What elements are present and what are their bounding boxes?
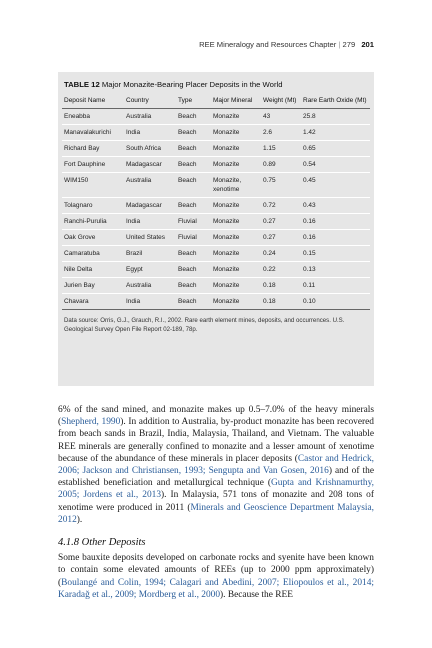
table-cell: Beach — [176, 173, 211, 198]
column-header: Weight (Mt) — [261, 96, 301, 109]
table-cell: Monazite — [211, 125, 261, 141]
table-cell: Egypt — [124, 262, 176, 278]
citation-link[interactable]: Castor and Hedrick, 2006; Jackson and Christiansen, 1993; Sengupta and Van Gosen, 2016 — [58, 453, 374, 477]
table-cell: 0.18 — [261, 278, 301, 294]
table-cell: Monazite — [211, 198, 261, 214]
table-cell: Chavara — [62, 294, 124, 310]
table-cell: Monazite — [211, 141, 261, 157]
table-row — [62, 198, 370, 214]
table-cell: Eneabba — [62, 109, 124, 125]
text-segment: ). Because the REE — [220, 589, 293, 600]
citation-link[interactable]: Gupta and Krishnamurthy, 2005; Jordens et al., 2013 — [58, 478, 374, 501]
table-caption — [64, 80, 370, 89]
table-cell: 0.18 — [261, 294, 301, 310]
table-row — [62, 109, 370, 125]
table-cell: Monazite — [211, 230, 261, 246]
table-cell: 0.75 — [261, 173, 301, 198]
table-cell: Monazite — [211, 157, 261, 173]
table-cell: Monazite — [211, 262, 261, 278]
table-cell: Monazite, xenotime — [211, 173, 261, 198]
table-cell: Oak Grove — [62, 230, 124, 246]
table-row — [62, 214, 370, 230]
table-row — [62, 278, 370, 294]
table-row — [62, 294, 370, 310]
table-cell: 0.16 — [301, 214, 370, 230]
table-row — [62, 230, 370, 246]
table-cell: United States — [124, 230, 176, 246]
table-label: TABLE 12 — [64, 80, 100, 89]
table-cell: Beach — [176, 141, 211, 157]
table-cell: 0.43 — [301, 198, 370, 214]
table-cell: 0.65 — [301, 141, 370, 157]
table-row — [62, 125, 370, 141]
table-cell: Nile Delta — [62, 262, 124, 278]
chapter-separator: | — [338, 40, 341, 49]
table-cell: 0.45 — [301, 173, 370, 198]
table-cell: Australia — [124, 278, 176, 294]
table-cell: WIM150 — [62, 173, 124, 198]
paragraph — [58, 404, 374, 526]
table-body — [62, 109, 370, 310]
table-cell: Monazite — [211, 214, 261, 230]
column-header: Rare Earth Oxide (Mt) — [301, 96, 370, 109]
text-segment: Some bauxite deposits developed on carbonate rocks and syenite have been known to contain some elevated amounts of REEs (up to 2000 ppm approximately) ( — [58, 553, 374, 588]
table-cell: 0.16 — [301, 230, 370, 246]
column-header: Deposit Name — [62, 96, 124, 109]
table-row — [62, 246, 370, 262]
table-cell: Beach — [176, 198, 211, 214]
table-cell: 0.22 — [261, 262, 301, 278]
table-cell: Richard Bay — [62, 141, 124, 157]
table-cell: India — [124, 214, 176, 230]
section-heading: 4.1.8 Other Deposits — [58, 537, 146, 549]
table-cell: 25.8 — [301, 109, 370, 125]
table-cell: Beach — [176, 109, 211, 125]
table-cell: Australia — [124, 173, 176, 198]
table-cell: 43 — [261, 109, 301, 125]
citation-link[interactable]: Boulangé and Colin, 1994; Calagari and Abedini, 2007; Eliopoulos et al., 2014; Karadağ et al., 2009; Mordberg et al., 2000 — [58, 577, 374, 600]
table-cell: 0.11 — [301, 278, 370, 294]
table-row — [62, 157, 370, 173]
paragraph — [58, 552, 374, 601]
text-segment: ) and of the established beneficiation and metallurgical technique ( — [58, 466, 374, 489]
table-cell: Monazite — [211, 246, 261, 262]
table-row — [62, 173, 370, 198]
table-header-row — [62, 96, 370, 109]
table-cell: Manavalakurichi — [62, 125, 124, 141]
running-head — [199, 40, 374, 49]
text-segment: ). — [76, 514, 83, 525]
table-row — [62, 262, 370, 278]
table-cell: Tolagnaro — [62, 198, 124, 214]
book-title: REE Mineralogy and Resources — [199, 40, 308, 49]
column-header: Major Mineral — [211, 96, 261, 109]
text-segment: 6% of the sand mined, and monazite makes up 0.5–7.0% of the heavy minerals ( — [58, 405, 374, 428]
table-cell: Fluvial — [176, 214, 211, 230]
table-cell: 0.27 — [261, 230, 301, 246]
table-cell: India — [124, 125, 176, 141]
table-cell: 0.13 — [301, 262, 370, 278]
table-cell: Monazite — [211, 294, 261, 310]
table-cell: 0.72 — [261, 198, 301, 214]
table-row — [62, 141, 370, 157]
chapter-page: 279 — [342, 40, 356, 49]
table-cell: 1.15 — [261, 141, 301, 157]
text-segment: ). In addition to Australia, by-product monazite has been recovered from beach sands in Brazil, India, Malaysia, Thailand, and Vietnam. The valuable REE minerals are generally confined to monazite and a lesser amount of xenotime because of the abundance of these minerals in placer deposits ( — [58, 417, 374, 464]
table-cell: Madagascar — [124, 198, 176, 214]
table-cell: 0.10 — [301, 294, 370, 310]
table-cell: India — [124, 294, 176, 310]
citation-link[interactable]: Minerals and Geoscience Department Malaysia, 2012 — [58, 502, 374, 525]
table-cell: South Africa — [124, 141, 176, 157]
column-header: Country — [124, 96, 176, 109]
chapter-label: Chapter — [309, 40, 337, 49]
table-cell: 2.6 — [261, 125, 301, 141]
table-cell: 0.24 — [261, 246, 301, 262]
table-cell: Beach — [176, 262, 211, 278]
table-cell: Monazite — [211, 109, 261, 125]
table-cell: Brazil — [124, 246, 176, 262]
table-cell: Camaratuba — [62, 246, 124, 262]
table-cell: 0.54 — [301, 157, 370, 173]
table-title: Major Monazite-Bearing Placer Deposits in the World — [101, 80, 283, 89]
deposits-table — [62, 96, 370, 310]
table-cell: Fluvial — [176, 230, 211, 246]
table-cell: Australia — [124, 109, 176, 125]
table-source-note: Data source: Orris, G.J., Grauch, R.I., 2002. Rare earth element mines, deposits, and occurrences. U.S. Geological Survey Open File Report 02-189, 78p. — [64, 317, 345, 333]
table-cell: 0.27 — [261, 214, 301, 230]
text-segment: ). In Malaysia, 571 tons of monazite and 208 tons of xenotime were produced in 2011 ( — [58, 490, 374, 513]
table-cell: Beach — [176, 294, 211, 310]
table-cell: Madagascar — [124, 157, 176, 173]
table-cell: 0.89 — [261, 157, 301, 173]
table-cell: Beach — [176, 125, 211, 141]
table-panel — [58, 72, 374, 386]
table-cell: Beach — [176, 278, 211, 294]
table-cell: Jurien Bay — [62, 278, 124, 294]
table-cell: Ranchi-Purulia — [62, 214, 124, 230]
table-cell: Beach — [176, 157, 211, 173]
body-text — [58, 404, 374, 601]
page-number: 201 — [361, 40, 374, 49]
table-cell: 1.42 — [301, 125, 370, 141]
table-cell: Beach — [176, 246, 211, 262]
column-header: Type — [176, 96, 211, 109]
table-cell: 0.15 — [301, 246, 370, 262]
table-cell: Fort Dauphine — [62, 157, 124, 173]
table-cell: Monazite — [211, 278, 261, 294]
citation-link[interactable]: Shepherd, 1990 — [61, 417, 121, 428]
